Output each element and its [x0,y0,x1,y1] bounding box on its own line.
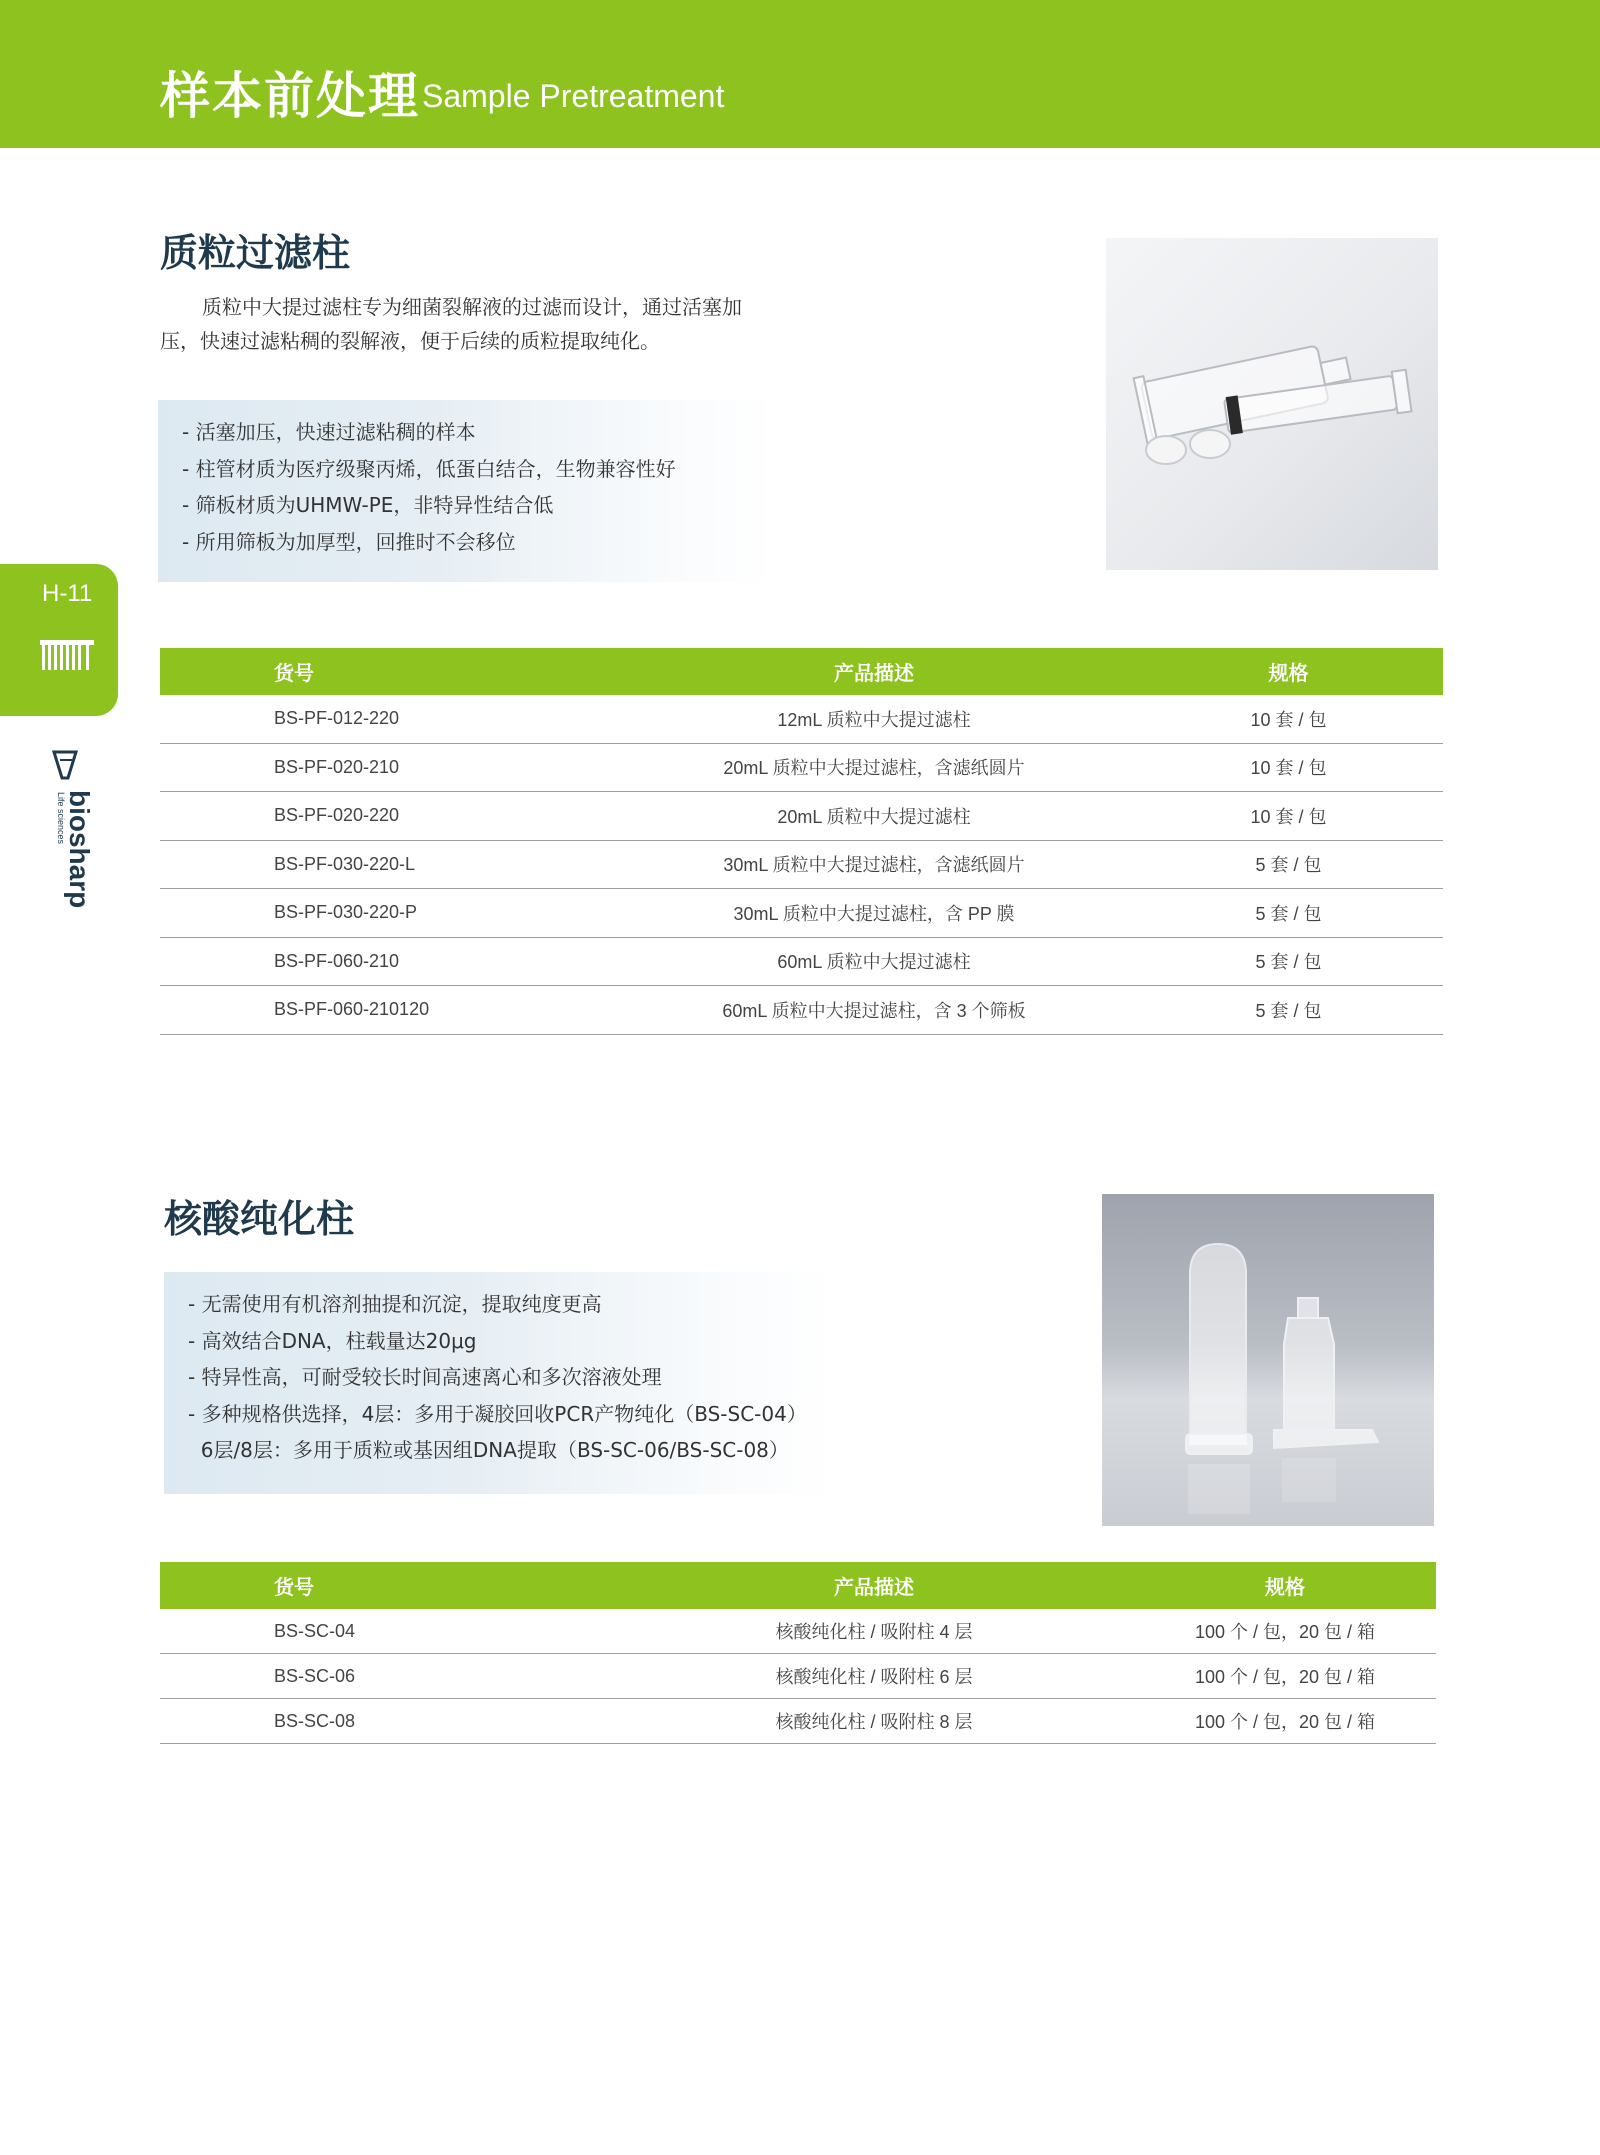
side-tab[interactable] [0,564,118,716]
table-row [160,743,1443,792]
cell-description: 核酸纯化柱 / 吸附柱 4 层 [614,1609,1134,1654]
section1-product-table [160,648,1443,1035]
col-header-description: 产品描述 [614,648,1134,695]
table-row [160,937,1443,986]
plasmid-filter-column-photo [1106,238,1438,570]
cell-spec: 5 套 / 包 [1134,889,1443,938]
feature-item: - 活塞加压，快速过滤粘稠的样本 [182,420,476,444]
section1-title: 质粒过滤柱 [160,231,351,275]
col-header-code: 货号 [160,1562,614,1609]
table-row [160,695,1443,743]
cell-description: 12mL 质粒中大提过滤柱 [614,695,1134,743]
table-row [160,1654,1436,1699]
cell-code: BS-PF-012-220 [160,695,614,743]
cell-code: BS-SC-04 [160,1609,614,1654]
cell-code: BS-PF-060-210120 [160,986,614,1035]
col-header-description: 产品描述 [614,1562,1134,1609]
cell-code: BS-PF-020-220 [160,792,614,841]
brand-name: biosharp [64,790,95,909]
brand-logo [46,750,95,920]
cell-spec: 10 套 / 包 [1134,743,1443,792]
table-header-row [160,648,1443,695]
spin-column-photo [1102,1194,1434,1526]
feature-item: - 所用筛板为加厚型，回推时不会移位 [182,529,516,554]
cell-description: 60mL 质粒中大提过滤柱，含 3 个筛板 [614,986,1134,1035]
cell-code: BS-PF-060-210 [160,937,614,986]
table-header-row [160,1562,1436,1609]
feature-item: - 柱管材质为医疗级聚丙烯，低蛋白结合，生物兼容性好 [182,456,676,481]
feature-item: - 无需使用有机溶剂抽提和沉淀，提取纯度更高 [188,1292,602,1316]
cell-description: 20mL 质粒中大提过滤柱，含滤纸圆片 [614,743,1134,792]
side-tab-code: H-11 [42,580,93,607]
cell-description: 核酸纯化柱 / 吸附柱 6 层 [614,1654,1134,1699]
brand-tagline: Life sciences [56,792,66,845]
col-header-spec: 规格 [1134,648,1443,695]
biosharp-logo-icon [46,750,95,920]
cell-spec: 100 个 / 包，20 包 / 箱 [1134,1654,1436,1699]
cell-code: BS-SC-08 [160,1699,614,1744]
cell-code: BS-PF-030-220-L [160,840,614,889]
table-row [160,792,1443,841]
section1-intro: 质粒中大提过滤柱专为细菌裂解液的过滤而设计，通过活塞加压，快速过滤粘稠的裂解液，便于后续的质粒提取纯化。 [160,295,742,353]
table-row [160,1609,1436,1654]
cell-description: 60mL 质粒中大提过滤柱 [614,937,1134,986]
feature-item: - 高效结合DNA，柱载量达20μg [188,1328,477,1353]
cell-spec: 100 个 / 包，20 包 / 箱 [1134,1699,1436,1744]
cell-description: 30mL 质粒中大提过滤柱，含滤纸圆片 [614,840,1134,889]
section2-title: 核酸纯化柱 [164,1197,355,1241]
cell-description: 30mL 质粒中大提过滤柱，含 PP 膜 [614,889,1134,938]
table-row [160,986,1443,1035]
cell-spec: 5 套 / 包 [1134,986,1443,1035]
cell-spec: 10 套 / 包 [1134,695,1443,743]
cell-description: 20mL 质粒中大提过滤柱 [614,792,1134,841]
col-header-spec: 规格 [1134,1562,1436,1609]
cell-spec: 5 套 / 包 [1134,840,1443,889]
section1-feature-list [158,400,774,582]
cell-code: BS-PF-030-220-P [160,889,614,938]
cell-spec: 5 套 / 包 [1134,937,1443,986]
table-row [160,1699,1436,1744]
cell-spec: 100 个 / 包，20 包 / 箱 [1134,1609,1436,1654]
cell-code: BS-PF-020-210 [160,743,614,792]
page-title-en: Sample Pretreatment [422,78,725,114]
table-row [160,889,1443,938]
cell-description: 核酸纯化柱 / 吸附柱 8 层 [614,1699,1134,1744]
col-header-code: 货号 [160,648,614,695]
section2-feature-list [164,1272,834,1494]
section2-product-table [160,1562,1436,1744]
feature-item: 6层/8层：多用于质粒或基因组DNA提取（BS-SC-06/BS-SC-08） [188,1438,789,1462]
comb-icon [40,640,94,672]
cell-spec: 10 套 / 包 [1134,792,1443,841]
feature-item: - 筛板材质为UHMW-PE，非特异性结合低 [182,493,554,517]
feature-item: - 特异性高，可耐受较长时间高速离心和多次溶液处理 [188,1365,662,1389]
page-title-zh: 样本前处理 [160,67,420,125]
feature-item: - 多种规格供选择，4层：多用于凝胶回收PCR产物纯化（BS-SC-04） [188,1401,807,1426]
cell-code: BS-SC-06 [160,1654,614,1699]
table-row [160,840,1443,889]
page-header [0,0,1600,148]
